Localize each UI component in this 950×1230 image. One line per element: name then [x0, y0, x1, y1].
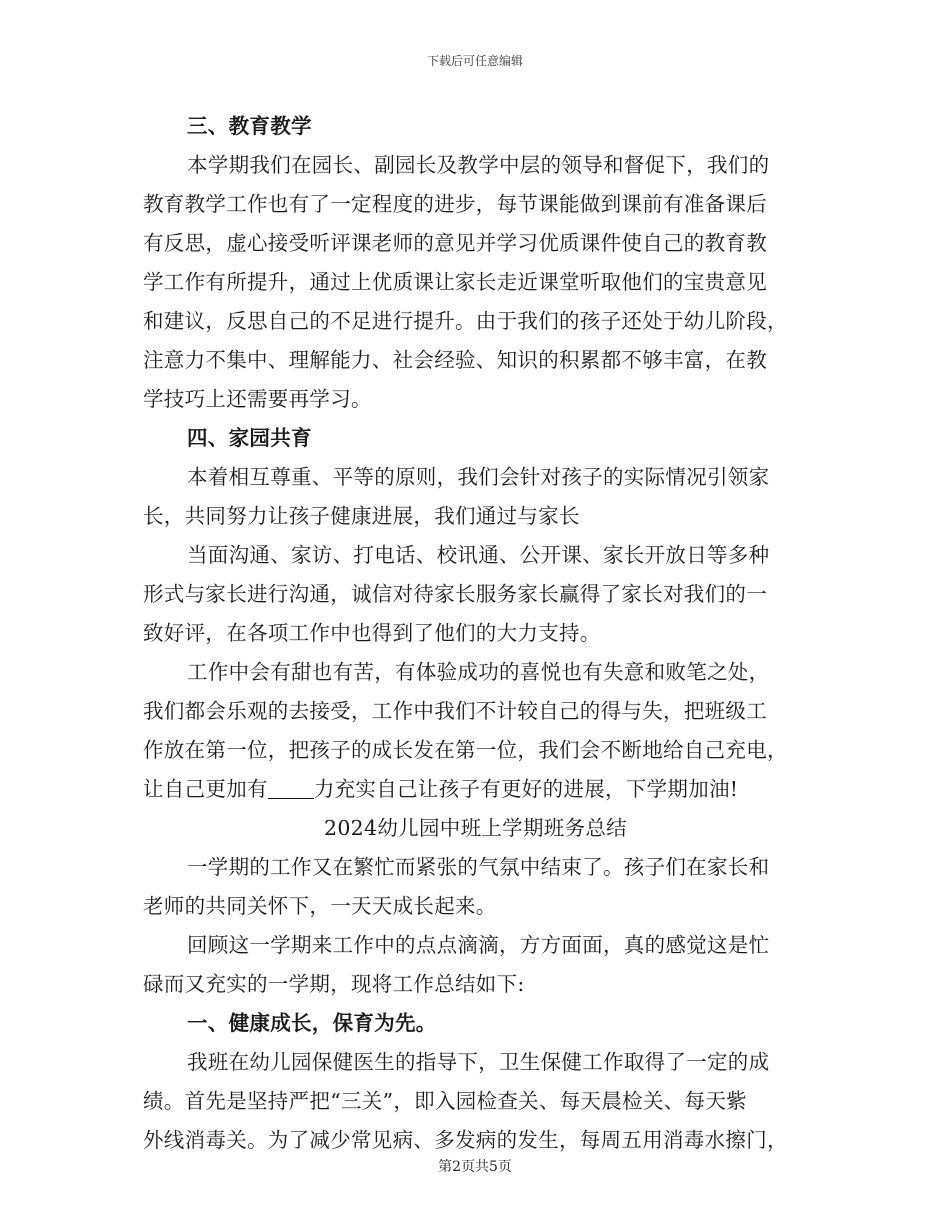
- paragraph-line: 和建议，反思自己的不足进行提升。由于我们的孩子还处于幼儿阶段，: [143, 309, 788, 333]
- paragraph-line: 学技巧上还需要再学习。: [143, 387, 372, 411]
- paragraph-line-with-blank: [143, 770, 808, 809]
- page-number: 第2页共5页: [438, 1159, 512, 1175]
- paragraph-line: 学工作有所提升，通过上优质课让家长走近课堂听取他们的宝贵意见: [143, 270, 767, 294]
- paragraph-line: 注意力不集中、理解能力、社会经验、知识的积累都不够丰富，在教: [143, 348, 767, 372]
- paragraph-line: 有反思，虚心接受听评课老师的意见并学习优质课件使自己的教育教: [143, 231, 767, 255]
- paragraph-line: 作放在第一位，把孩子的成长发在第一位，我们会不断地给自己充电，: [143, 738, 788, 762]
- paragraph-line: 工作中会有甜也有苦，有体验成功的喜悦也有失意和败笔之处，: [187, 660, 770, 684]
- document-body: [143, 107, 808, 1160]
- paragraph-line: 长，共同努力让孩子健康进展，我们通过与家长: [143, 504, 580, 528]
- paragraph-line: 本着相互尊重、平等的原则，我们会针对孩子的实际情况引领家: [187, 465, 770, 489]
- paragraph-line: 我们都会乐观的去接受，工作中我们不计较自己的得与失，把班级工: [143, 699, 767, 723]
- text-segment: 让自己更加有: [143, 777, 268, 801]
- paragraph-line: 外线消毒关。为了减少常见病、多发病的发生，每周五用消毒水擦门，: [143, 1128, 788, 1152]
- paragraph-line: 形式与家长进行沟通，诚信对待家长服务家长赢得了家长对我们的一: [143, 582, 767, 606]
- document-title: 2024幼儿园中班上学期班务总结: [324, 816, 627, 840]
- section-heading-home-school: 四、家园共育: [187, 426, 312, 450]
- fill-in-blank: [268, 776, 314, 799]
- paragraph-line: 一学期的工作又在繁忙而紧张的气氛中结束了。孩子们在家长和: [187, 855, 770, 879]
- paragraph-line: 致好评，在各项工作中也得到了他们的大力支持。: [143, 621, 601, 645]
- paragraph-line: 教育教学工作也有了一定程度的进步，每节课能做到课前有准备课后: [143, 192, 767, 216]
- text-segment: 力充实自己让孩子有更好的进展，下学期加油!: [313, 777, 739, 801]
- paragraph-line: 老师的共同关怀下，一天天成长起来。: [143, 894, 497, 918]
- paragraph-line: 绩。首先是坚持严把“三关”，即入园检查关、每天晨检关、每天紫: [143, 1089, 747, 1113]
- paragraph-line: 当面沟通、家访、打电话、校讯通、公开课、家长开放日等多种: [187, 543, 770, 567]
- paragraph-line: 我班在幼儿园保健医生的指导下，卫生保健工作取得了一定的成: [187, 1050, 770, 1074]
- section-heading-health: 一、健康成长，保育为先。: [187, 1011, 437, 1035]
- paragraph-line: 本学期我们在园长、副园长及教学中层的领导和督促下，我们的: [187, 153, 770, 177]
- header-note: 下载后可任意编辑: [426, 54, 523, 68]
- paragraph-line: 回顾这一学期来工作中的点点滴滴，方方面面，真的感觉这是忙: [187, 933, 770, 957]
- section-heading-education: 三、教育教学: [187, 114, 312, 138]
- paragraph-line: 碌而又充实的一学期，现将工作总结如下:: [143, 972, 525, 996]
